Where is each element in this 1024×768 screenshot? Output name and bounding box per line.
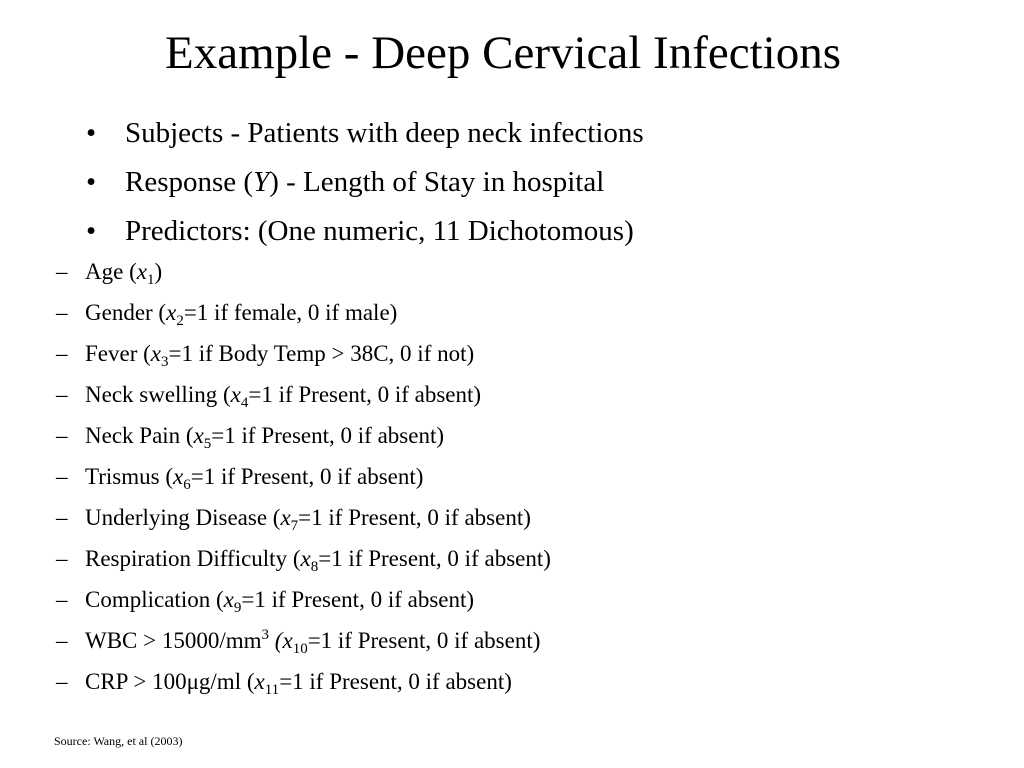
predictor-subscript: 9 bbox=[233, 600, 242, 616]
predictor-definition: =1 if Present, 0 if absent) bbox=[298, 505, 531, 530]
predictor-label: Complication ( bbox=[85, 587, 224, 612]
predictor-label: Underlying Disease ( bbox=[85, 505, 281, 530]
predictor-label: Age ( bbox=[85, 259, 137, 284]
predictor-subscript: 8 bbox=[310, 559, 319, 575]
dash-marker: – bbox=[56, 505, 68, 530]
source-citation: Source: Wang, et al (2003) bbox=[54, 734, 183, 748]
predictor-var: x bbox=[193, 423, 204, 448]
bullet-text: Response ( bbox=[125, 166, 254, 198]
bullet-response bbox=[86, 158, 986, 207]
predictor-item bbox=[56, 456, 856, 497]
predictor-var: x bbox=[136, 259, 147, 284]
predictor-definition: =1 if Present, 0 if absent) bbox=[241, 587, 475, 612]
predictor-list bbox=[56, 251, 856, 702]
slide-title: Example - Deep Cervical Infections bbox=[165, 27, 841, 79]
predictor-var: x bbox=[150, 341, 161, 366]
predictor-subscript: 3 bbox=[161, 354, 169, 370]
predictor-label: Neck Pain ( bbox=[85, 423, 194, 448]
bullet-text: Subjects - Patients with deep neck infections bbox=[125, 117, 644, 149]
predictor-subscript: 10 bbox=[292, 641, 308, 657]
predictor-var: x bbox=[173, 464, 184, 489]
bullet-marker: • bbox=[86, 215, 97, 247]
predictor-item bbox=[56, 374, 856, 415]
dash-marker: – bbox=[56, 341, 68, 366]
predictor-subscript: 1 bbox=[146, 272, 155, 288]
dash-marker: – bbox=[56, 300, 68, 325]
predictor-var: x bbox=[282, 628, 293, 653]
predictor-subscript: 2 bbox=[176, 313, 184, 329]
predictor-superscript: 3 bbox=[261, 627, 270, 643]
predictor-label: Neck swelling ( bbox=[85, 382, 231, 407]
predictor-label: CRP > 100μg/ml ( bbox=[85, 669, 255, 694]
predictor-label: Fever ( bbox=[85, 341, 151, 366]
predictor-definition: =1 if Present, 0 if absent) bbox=[307, 628, 541, 653]
predictor-definition: =1 if Present, 0 if absent) bbox=[190, 464, 424, 489]
predictor-item bbox=[56, 497, 856, 538]
predictor-item bbox=[56, 579, 856, 620]
bullet-marker: • bbox=[86, 117, 97, 149]
predictor-item bbox=[56, 538, 856, 579]
bullet-marker: • bbox=[86, 166, 97, 198]
predictor-definition: =1 if female, 0 if male) bbox=[183, 300, 398, 325]
dash-marker: – bbox=[56, 628, 68, 653]
dash-marker: – bbox=[56, 382, 68, 407]
predictor-definition: =1 if Present, 0 if absent) bbox=[279, 669, 512, 694]
predictor-var: x bbox=[300, 546, 311, 571]
predictor-label: Trismus ( bbox=[85, 464, 173, 489]
dash-marker: – bbox=[56, 669, 68, 694]
predictor-gap: ( bbox=[269, 628, 283, 653]
bullet-text: Predictors: (One numeric, 11 Dichotomous) bbox=[125, 215, 634, 247]
dash-marker: – bbox=[56, 587, 68, 612]
predictor-subscript: 11 bbox=[264, 682, 280, 698]
predictor-definition: =1 if Present, 0 if absent) bbox=[248, 382, 482, 407]
predictor-subscript: 7 bbox=[290, 518, 299, 534]
bullet-subjects bbox=[86, 109, 986, 158]
predictor-item bbox=[56, 415, 856, 456]
predictor-var: x bbox=[223, 587, 234, 612]
response-variable: Y bbox=[253, 166, 270, 198]
dash-marker: – bbox=[56, 546, 68, 571]
predictor-definition: ) bbox=[154, 259, 163, 284]
predictor-subscript: 5 bbox=[203, 436, 212, 452]
predictor-subscript: 4 bbox=[240, 395, 249, 411]
bullet-list bbox=[86, 109, 986, 256]
predictor-item bbox=[56, 292, 856, 333]
bullet-text-rest: ) - Length of Stay in hospital bbox=[269, 166, 605, 198]
predictor-var: x bbox=[230, 382, 241, 407]
predictor-definition: =1 if Body Temp > 38C, 0 if not) bbox=[168, 341, 475, 366]
predictor-var: x bbox=[280, 505, 291, 530]
dash-marker: – bbox=[56, 464, 68, 489]
predictor-item bbox=[56, 333, 856, 374]
predictor-item bbox=[56, 620, 856, 661]
predictor-definition: =1 if Present, 0 if absent) bbox=[318, 546, 551, 571]
predictor-definition: =1 if Present, 0 if absent) bbox=[211, 423, 444, 448]
predictor-item bbox=[56, 251, 856, 292]
predictor-label: WBC > 15000/mm bbox=[85, 628, 262, 653]
dash-marker: – bbox=[56, 259, 68, 284]
predictor-label: Gender ( bbox=[85, 300, 167, 325]
predictor-label: Respiration Difficulty ( bbox=[85, 546, 301, 571]
predictor-var: x bbox=[254, 669, 265, 694]
predictor-item bbox=[56, 661, 856, 702]
bullet-predictors bbox=[86, 207, 986, 256]
predictor-subscript: 6 bbox=[183, 477, 191, 493]
predictor-var: x bbox=[166, 300, 177, 325]
dash-marker: – bbox=[56, 423, 68, 448]
